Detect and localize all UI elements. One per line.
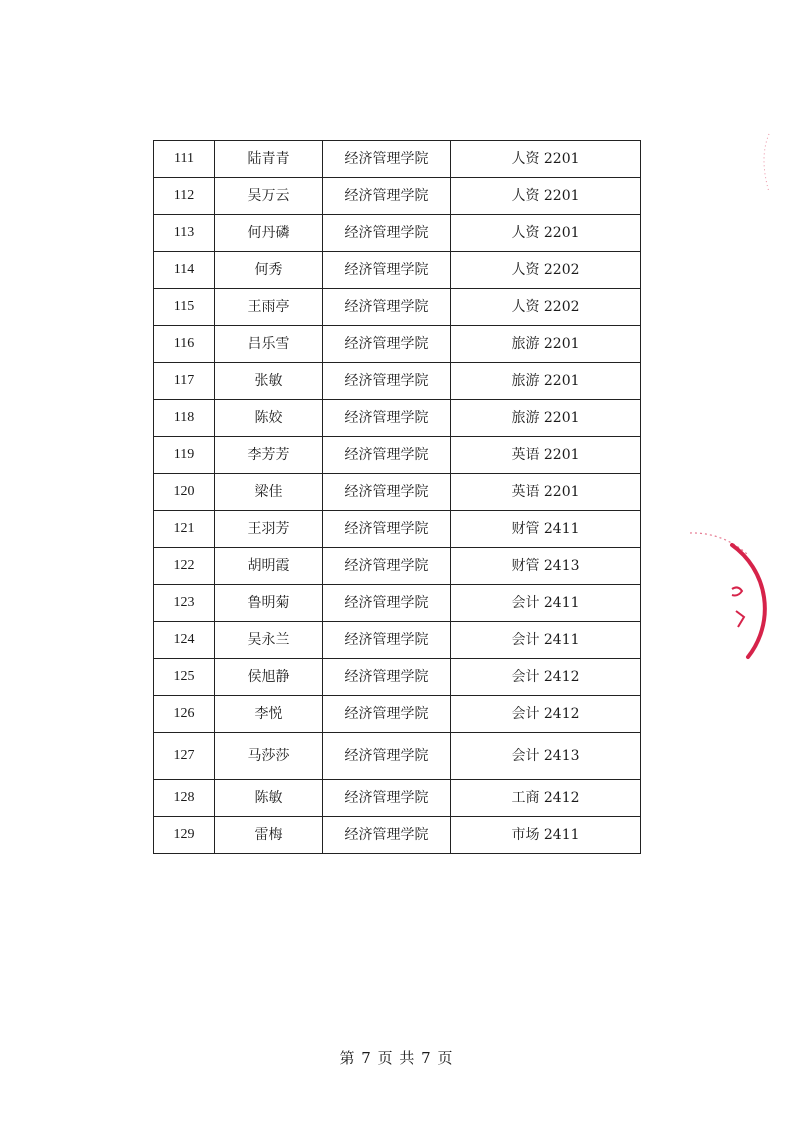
cell-class: 会计 2411 (451, 585, 641, 622)
cell-class: 人资 2201 (451, 215, 641, 252)
cell-name: 梁佳 (215, 474, 323, 511)
table-row (154, 474, 641, 511)
cell-class: 旅游 2201 (451, 400, 641, 437)
table-row (154, 548, 641, 585)
cell-class: 人资 2201 (451, 178, 641, 215)
cell-class: 会计 2412 (451, 659, 641, 696)
cell-college: 经济管理学院 (323, 511, 451, 548)
cell-college: 经济管理学院 (323, 437, 451, 474)
cell-name: 李悦 (215, 696, 323, 733)
table-row (154, 622, 641, 659)
cell-name: 陆青青 (215, 141, 323, 178)
cell-college: 经济管理学院 (323, 363, 451, 400)
cell-name: 陈敏 (215, 780, 323, 817)
cell-college: 经济管理学院 (323, 400, 451, 437)
cell-no: 126 (154, 696, 215, 733)
table-row (154, 511, 641, 548)
cell-college: 经济管理学院 (323, 252, 451, 289)
cell-college: 经济管理学院 (323, 326, 451, 363)
table-row (154, 326, 641, 363)
table-row (154, 252, 641, 289)
table-row (154, 289, 641, 326)
cell-name: 李芳芳 (215, 437, 323, 474)
cell-name: 吴永兰 (215, 622, 323, 659)
cell-no: 129 (154, 817, 215, 854)
cell-college: 经济管理学院 (323, 817, 451, 854)
cell-no: 121 (154, 511, 215, 548)
table-body (154, 141, 641, 854)
cell-no: 111 (154, 141, 215, 178)
cell-college: 经济管理学院 (323, 289, 451, 326)
cell-name: 何秀 (215, 252, 323, 289)
seal-stamp-edge (755, 128, 793, 198)
table-row (154, 437, 641, 474)
cell-college: 经济管理学院 (323, 622, 451, 659)
cell-name: 何丹磷 (215, 215, 323, 252)
cell-no: 122 (154, 548, 215, 585)
cell-no: 112 (154, 178, 215, 215)
cell-no: 120 (154, 474, 215, 511)
cell-no: 113 (154, 215, 215, 252)
cell-name: 王雨亭 (215, 289, 323, 326)
table-row (154, 215, 641, 252)
seal-stamp (690, 515, 793, 665)
cell-no: 117 (154, 363, 215, 400)
cell-class: 英语 2201 (451, 474, 641, 511)
cell-college: 经济管理学院 (323, 659, 451, 696)
cell-college: 经济管理学院 (323, 178, 451, 215)
cell-class: 财管 2411 (451, 511, 641, 548)
cell-class: 人资 2202 (451, 289, 641, 326)
cell-name: 雷梅 (215, 817, 323, 854)
cell-class: 工商 2412 (451, 780, 641, 817)
cell-no: 127 (154, 733, 215, 780)
cell-no: 114 (154, 252, 215, 289)
table-row (154, 696, 641, 733)
cell-name: 陈姣 (215, 400, 323, 437)
cell-college: 经济管理学院 (323, 474, 451, 511)
cell-name: 吕乐雪 (215, 326, 323, 363)
cell-class: 市场 2411 (451, 817, 641, 854)
table-row (154, 659, 641, 696)
cell-no: 115 (154, 289, 215, 326)
cell-name: 胡明霞 (215, 548, 323, 585)
cell-no: 118 (154, 400, 215, 437)
table-row (154, 363, 641, 400)
cell-class: 旅游 2201 (451, 363, 641, 400)
cell-name: 鲁明菊 (215, 585, 323, 622)
student-table (153, 140, 641, 854)
cell-class: 会计 2413 (451, 733, 641, 780)
page-footer: 第 7 页 共 7 页 (339, 1049, 454, 1067)
table-row (154, 817, 641, 854)
cell-class: 英语 2201 (451, 437, 641, 474)
table-row (154, 780, 641, 817)
table-row (154, 141, 641, 178)
cell-class: 旅游 2201 (451, 326, 641, 363)
cell-name: 王羽芳 (215, 511, 323, 548)
cell-class: 会计 2411 (451, 622, 641, 659)
cell-college: 经济管理学院 (323, 696, 451, 733)
cell-college: 经济管理学院 (323, 141, 451, 178)
table-row (154, 585, 641, 622)
table-row (154, 178, 641, 215)
cell-no: 119 (154, 437, 215, 474)
cell-no: 116 (154, 326, 215, 363)
cell-name: 吴万云 (215, 178, 323, 215)
cell-college: 经济管理学院 (323, 548, 451, 585)
cell-college: 经济管理学院 (323, 585, 451, 622)
cell-class: 会计 2412 (451, 696, 641, 733)
cell-college: 经济管理学院 (323, 780, 451, 817)
cell-college: 经济管理学院 (323, 733, 451, 780)
cell-name: 马莎莎 (215, 733, 323, 780)
cell-class: 人资 2201 (451, 141, 641, 178)
table-row (154, 400, 641, 437)
cell-class: 财管 2413 (451, 548, 641, 585)
cell-no: 125 (154, 659, 215, 696)
cell-name: 张敏 (215, 363, 323, 400)
table-row (154, 733, 641, 780)
cell-name: 侯旭静 (215, 659, 323, 696)
cell-college: 经济管理学院 (323, 215, 451, 252)
cell-no: 123 (154, 585, 215, 622)
cell-no: 128 (154, 780, 215, 817)
cell-class: 人资 2202 (451, 252, 641, 289)
cell-no: 124 (154, 622, 215, 659)
